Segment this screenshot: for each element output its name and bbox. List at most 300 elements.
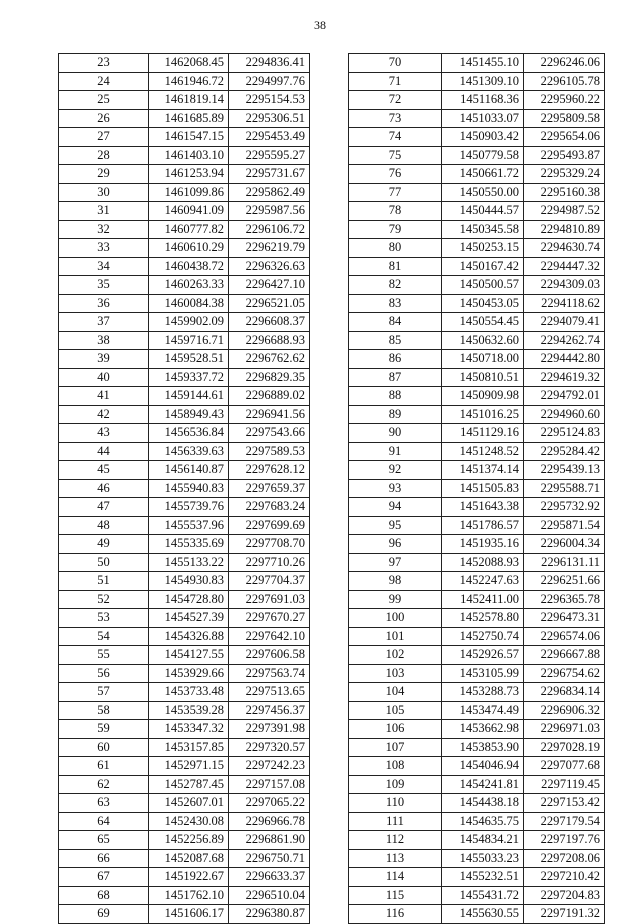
coordinates-table-left bbox=[58, 53, 310, 924]
x-coordinate-cell: 1452578.80 bbox=[442, 609, 524, 628]
x-coordinate-cell: 1452926.57 bbox=[442, 646, 524, 665]
point-number-cell: 113 bbox=[349, 849, 442, 868]
point-number-cell: 68 bbox=[59, 886, 149, 905]
y-coordinate-cell: 2294447.32 bbox=[524, 257, 605, 276]
point-number-cell: 91 bbox=[349, 442, 442, 461]
point-number-cell: 70 bbox=[349, 54, 442, 73]
point-number-cell: 28 bbox=[59, 146, 149, 165]
x-coordinate-cell: 1450444.57 bbox=[442, 202, 524, 221]
point-number-cell: 112 bbox=[349, 831, 442, 850]
y-coordinate-cell: 2297710.26 bbox=[229, 553, 310, 572]
x-coordinate-cell: 1452087.68 bbox=[149, 849, 229, 868]
point-number-cell: 38 bbox=[59, 331, 149, 350]
table-row bbox=[349, 683, 605, 702]
point-number-cell: 69 bbox=[59, 905, 149, 924]
y-coordinate-cell: 2296966.78 bbox=[229, 812, 310, 831]
y-coordinate-cell: 2296754.62 bbox=[524, 664, 605, 683]
x-coordinate-cell: 1450779.58 bbox=[442, 146, 524, 165]
point-number-cell: 60 bbox=[59, 738, 149, 757]
x-coordinate-cell: 1454241.81 bbox=[442, 775, 524, 794]
point-number-cell: 74 bbox=[349, 128, 442, 147]
y-coordinate-cell: 2295654.06 bbox=[524, 128, 605, 147]
table-row bbox=[349, 109, 605, 128]
y-coordinate-cell: 2297179.54 bbox=[524, 812, 605, 831]
table-row bbox=[59, 146, 310, 165]
y-coordinate-cell: 2294619.32 bbox=[524, 368, 605, 387]
table-row bbox=[59, 646, 310, 665]
y-coordinate-cell: 2295329.24 bbox=[524, 165, 605, 184]
point-number-cell: 54 bbox=[59, 627, 149, 646]
table-row bbox=[59, 220, 310, 239]
point-number-cell: 63 bbox=[59, 794, 149, 813]
point-number-cell: 51 bbox=[59, 572, 149, 591]
x-coordinate-cell: 1459902.09 bbox=[149, 313, 229, 332]
point-number-cell: 79 bbox=[349, 220, 442, 239]
y-coordinate-cell: 2297704.37 bbox=[229, 572, 310, 591]
table-row bbox=[59, 590, 310, 609]
point-number-cell: 42 bbox=[59, 405, 149, 424]
table-row bbox=[349, 775, 605, 794]
y-coordinate-cell: 2296219.79 bbox=[229, 239, 310, 258]
x-coordinate-cell: 1459144.61 bbox=[149, 387, 229, 406]
table-row bbox=[349, 553, 605, 572]
x-coordinate-cell: 1452088.93 bbox=[442, 553, 524, 572]
x-coordinate-cell: 1451762.10 bbox=[149, 886, 229, 905]
point-number-cell: 37 bbox=[59, 313, 149, 332]
table-row bbox=[59, 183, 310, 202]
y-coordinate-cell: 2295493.87 bbox=[524, 146, 605, 165]
table-row bbox=[349, 72, 605, 91]
y-coordinate-cell: 2295453.49 bbox=[229, 128, 310, 147]
table-row bbox=[59, 368, 310, 387]
y-coordinate-cell: 2295160.38 bbox=[524, 183, 605, 202]
table-row bbox=[349, 257, 605, 276]
x-coordinate-cell: 1453662.98 bbox=[442, 720, 524, 739]
y-coordinate-cell: 2295732.92 bbox=[524, 498, 605, 517]
x-coordinate-cell: 1456536.84 bbox=[149, 424, 229, 443]
y-coordinate-cell: 2297683.24 bbox=[229, 498, 310, 517]
table-row bbox=[349, 442, 605, 461]
point-number-cell: 23 bbox=[59, 54, 149, 73]
point-number-cell: 52 bbox=[59, 590, 149, 609]
table-row bbox=[349, 313, 605, 332]
y-coordinate-cell: 2297606.58 bbox=[229, 646, 310, 665]
table-row bbox=[59, 294, 310, 313]
y-coordinate-cell: 2294262.74 bbox=[524, 331, 605, 350]
point-number-cell: 86 bbox=[349, 350, 442, 369]
x-coordinate-cell: 1456140.87 bbox=[149, 461, 229, 480]
x-coordinate-cell: 1455033.23 bbox=[442, 849, 524, 868]
x-coordinate-cell: 1450550.00 bbox=[442, 183, 524, 202]
point-number-cell: 75 bbox=[349, 146, 442, 165]
table-row bbox=[349, 720, 605, 739]
x-coordinate-cell: 1456339.63 bbox=[149, 442, 229, 461]
point-number-cell: 102 bbox=[349, 646, 442, 665]
table-row bbox=[59, 535, 310, 554]
x-coordinate-cell: 1450810.51 bbox=[442, 368, 524, 387]
point-number-cell: 57 bbox=[59, 683, 149, 702]
table-row bbox=[59, 331, 310, 350]
x-coordinate-cell: 1454834.21 bbox=[442, 831, 524, 850]
x-coordinate-cell: 1452256.89 bbox=[149, 831, 229, 850]
x-coordinate-cell: 1451016.25 bbox=[442, 405, 524, 424]
point-number-cell: 72 bbox=[349, 91, 442, 110]
table-row bbox=[59, 202, 310, 221]
y-coordinate-cell: 2296889.02 bbox=[229, 387, 310, 406]
x-coordinate-cell: 1460610.29 bbox=[149, 239, 229, 258]
x-coordinate-cell: 1453474.49 bbox=[442, 701, 524, 720]
x-coordinate-cell: 1450453.05 bbox=[442, 294, 524, 313]
y-coordinate-cell: 2295588.71 bbox=[524, 479, 605, 498]
point-number-cell: 39 bbox=[59, 350, 149, 369]
point-number-cell: 98 bbox=[349, 572, 442, 591]
x-coordinate-cell: 1455431.72 bbox=[442, 886, 524, 905]
table-row bbox=[349, 165, 605, 184]
point-number-cell: 108 bbox=[349, 757, 442, 776]
table-row bbox=[59, 775, 310, 794]
table-row bbox=[59, 664, 310, 683]
table-row bbox=[59, 572, 310, 591]
point-number-cell: 47 bbox=[59, 498, 149, 517]
point-number-cell: 33 bbox=[59, 239, 149, 258]
point-number-cell: 99 bbox=[349, 590, 442, 609]
table-row bbox=[59, 313, 310, 332]
x-coordinate-cell: 1450253.15 bbox=[442, 239, 524, 258]
y-coordinate-cell: 2296251.66 bbox=[524, 572, 605, 591]
x-coordinate-cell: 1461403.10 bbox=[149, 146, 229, 165]
x-coordinate-cell: 1452750.74 bbox=[442, 627, 524, 646]
table-row bbox=[349, 294, 605, 313]
y-coordinate-cell: 2296971.03 bbox=[524, 720, 605, 739]
table-row bbox=[59, 239, 310, 258]
point-number-cell: 35 bbox=[59, 276, 149, 295]
x-coordinate-cell: 1460263.33 bbox=[149, 276, 229, 295]
point-number-cell: 87 bbox=[349, 368, 442, 387]
table-row bbox=[59, 257, 310, 276]
table-row bbox=[349, 498, 605, 517]
y-coordinate-cell: 2297208.06 bbox=[524, 849, 605, 868]
table-row bbox=[349, 905, 605, 924]
point-number-cell: 109 bbox=[349, 775, 442, 794]
point-number-cell: 41 bbox=[59, 387, 149, 406]
x-coordinate-cell: 1455133.22 bbox=[149, 553, 229, 572]
y-coordinate-cell: 2297563.74 bbox=[229, 664, 310, 683]
point-number-cell: 107 bbox=[349, 738, 442, 757]
x-coordinate-cell: 1453347.32 bbox=[149, 720, 229, 739]
x-coordinate-cell: 1451309.10 bbox=[442, 72, 524, 91]
y-coordinate-cell: 2297242.23 bbox=[229, 757, 310, 776]
point-number-cell: 100 bbox=[349, 609, 442, 628]
x-coordinate-cell: 1453105.99 bbox=[442, 664, 524, 683]
coordinates-table-right bbox=[348, 53, 605, 924]
point-number-cell: 67 bbox=[59, 868, 149, 887]
x-coordinate-cell: 1459337.72 bbox=[149, 368, 229, 387]
table-row bbox=[349, 664, 605, 683]
table-row bbox=[349, 276, 605, 295]
point-number-cell: 53 bbox=[59, 609, 149, 628]
y-coordinate-cell: 2297391.98 bbox=[229, 720, 310, 739]
x-coordinate-cell: 1455940.83 bbox=[149, 479, 229, 498]
x-coordinate-cell: 1461099.86 bbox=[149, 183, 229, 202]
point-number-cell: 71 bbox=[349, 72, 442, 91]
x-coordinate-cell: 1461819.14 bbox=[149, 91, 229, 110]
x-coordinate-cell: 1451455.10 bbox=[442, 54, 524, 73]
table-row bbox=[349, 794, 605, 813]
point-number-cell: 55 bbox=[59, 646, 149, 665]
x-coordinate-cell: 1461685.89 bbox=[149, 109, 229, 128]
point-number-cell: 89 bbox=[349, 405, 442, 424]
point-number-cell: 45 bbox=[59, 461, 149, 480]
table-row bbox=[59, 627, 310, 646]
point-number-cell: 25 bbox=[59, 91, 149, 110]
y-coordinate-cell: 2297191.32 bbox=[524, 905, 605, 924]
y-coordinate-cell: 2296608.37 bbox=[229, 313, 310, 332]
table-row bbox=[349, 350, 605, 369]
x-coordinate-cell: 1459528.51 bbox=[149, 350, 229, 369]
point-number-cell: 105 bbox=[349, 701, 442, 720]
y-coordinate-cell: 2297708.70 bbox=[229, 535, 310, 554]
table-row bbox=[349, 849, 605, 868]
y-coordinate-cell: 2294309.03 bbox=[524, 276, 605, 295]
table-row bbox=[59, 91, 310, 110]
x-coordinate-cell: 1450661.72 bbox=[442, 165, 524, 184]
point-number-cell: 80 bbox=[349, 239, 442, 258]
y-coordinate-cell: 2295960.22 bbox=[524, 91, 605, 110]
x-coordinate-cell: 1452430.08 bbox=[149, 812, 229, 831]
table-row bbox=[349, 368, 605, 387]
y-coordinate-cell: 2297691.03 bbox=[229, 590, 310, 609]
point-number-cell: 46 bbox=[59, 479, 149, 498]
y-coordinate-cell: 2297642.10 bbox=[229, 627, 310, 646]
y-coordinate-cell: 2294118.62 bbox=[524, 294, 605, 313]
y-coordinate-cell: 2297513.65 bbox=[229, 683, 310, 702]
y-coordinate-cell: 2295306.51 bbox=[229, 109, 310, 128]
point-number-cell: 115 bbox=[349, 886, 442, 905]
y-coordinate-cell: 2297699.69 bbox=[229, 516, 310, 535]
y-coordinate-cell: 2296906.32 bbox=[524, 701, 605, 720]
table-row bbox=[59, 165, 310, 184]
y-coordinate-cell: 2295124.83 bbox=[524, 424, 605, 443]
x-coordinate-cell: 1453929.66 bbox=[149, 664, 229, 683]
y-coordinate-cell: 2294997.76 bbox=[229, 72, 310, 91]
x-coordinate-cell: 1451786.57 bbox=[442, 516, 524, 535]
y-coordinate-cell: 2296004.34 bbox=[524, 535, 605, 554]
table-row bbox=[349, 609, 605, 628]
y-coordinate-cell: 2296521.05 bbox=[229, 294, 310, 313]
point-number-cell: 110 bbox=[349, 794, 442, 813]
y-coordinate-cell: 2296326.63 bbox=[229, 257, 310, 276]
x-coordinate-cell: 1461547.15 bbox=[149, 128, 229, 147]
point-number-cell: 93 bbox=[349, 479, 442, 498]
point-number-cell: 95 bbox=[349, 516, 442, 535]
table-row bbox=[59, 424, 310, 443]
x-coordinate-cell: 1451129.16 bbox=[442, 424, 524, 443]
point-number-cell: 94 bbox=[349, 498, 442, 517]
y-coordinate-cell: 2295862.49 bbox=[229, 183, 310, 202]
table-row bbox=[349, 757, 605, 776]
y-coordinate-cell: 2296834.14 bbox=[524, 683, 605, 702]
point-number-cell: 96 bbox=[349, 535, 442, 554]
point-number-cell: 97 bbox=[349, 553, 442, 572]
y-coordinate-cell: 2297119.45 bbox=[524, 775, 605, 794]
x-coordinate-cell: 1454930.83 bbox=[149, 572, 229, 591]
x-coordinate-cell: 1458949.43 bbox=[149, 405, 229, 424]
x-coordinate-cell: 1454438.18 bbox=[442, 794, 524, 813]
table-row bbox=[59, 516, 310, 535]
point-number-cell: 92 bbox=[349, 461, 442, 480]
x-coordinate-cell: 1454127.55 bbox=[149, 646, 229, 665]
y-coordinate-cell: 2296106.72 bbox=[229, 220, 310, 239]
y-coordinate-cell: 2296105.78 bbox=[524, 72, 605, 91]
x-coordinate-cell: 1455630.55 bbox=[442, 905, 524, 924]
table-row bbox=[349, 128, 605, 147]
table-row bbox=[349, 590, 605, 609]
y-coordinate-cell: 2296365.78 bbox=[524, 590, 605, 609]
y-coordinate-cell: 2297153.42 bbox=[524, 794, 605, 813]
x-coordinate-cell: 1452411.00 bbox=[442, 590, 524, 609]
y-coordinate-cell: 2296131.11 bbox=[524, 553, 605, 572]
y-coordinate-cell: 2297065.22 bbox=[229, 794, 310, 813]
point-number-cell: 104 bbox=[349, 683, 442, 702]
point-number-cell: 31 bbox=[59, 202, 149, 221]
x-coordinate-cell: 1451606.17 bbox=[149, 905, 229, 924]
y-coordinate-cell: 2294442.80 bbox=[524, 350, 605, 369]
table-row bbox=[349, 239, 605, 258]
x-coordinate-cell: 1451248.52 bbox=[442, 442, 524, 461]
y-coordinate-cell: 2294960.60 bbox=[524, 405, 605, 424]
y-coordinate-cell: 2297210.42 bbox=[524, 868, 605, 887]
point-number-cell: 111 bbox=[349, 812, 442, 831]
x-coordinate-cell: 1452247.63 bbox=[442, 572, 524, 591]
point-number-cell: 43 bbox=[59, 424, 149, 443]
x-coordinate-cell: 1450718.00 bbox=[442, 350, 524, 369]
table-row bbox=[349, 479, 605, 498]
point-number-cell: 85 bbox=[349, 331, 442, 350]
y-coordinate-cell: 2295284.42 bbox=[524, 442, 605, 461]
table-row bbox=[59, 831, 310, 850]
point-number-cell: 56 bbox=[59, 664, 149, 683]
y-coordinate-cell: 2297157.08 bbox=[229, 775, 310, 794]
table-row bbox=[59, 757, 310, 776]
table-row bbox=[349, 812, 605, 831]
table-row bbox=[59, 720, 310, 739]
point-number-cell: 27 bbox=[59, 128, 149, 147]
y-coordinate-cell: 2296246.06 bbox=[524, 54, 605, 73]
y-coordinate-cell: 2297628.12 bbox=[229, 461, 310, 480]
y-coordinate-cell: 2296941.56 bbox=[229, 405, 310, 424]
point-number-cell: 49 bbox=[59, 535, 149, 554]
x-coordinate-cell: 1452787.45 bbox=[149, 775, 229, 794]
y-coordinate-cell: 2297077.68 bbox=[524, 757, 605, 776]
table-row bbox=[349, 738, 605, 757]
y-coordinate-cell: 2296688.93 bbox=[229, 331, 310, 350]
point-number-cell: 65 bbox=[59, 831, 149, 850]
y-coordinate-cell: 2294792.01 bbox=[524, 387, 605, 406]
table-row bbox=[349, 54, 605, 73]
table-row bbox=[59, 498, 310, 517]
table-row bbox=[349, 516, 605, 535]
x-coordinate-cell: 1450632.60 bbox=[442, 331, 524, 350]
point-number-cell: 103 bbox=[349, 664, 442, 683]
point-number-cell: 44 bbox=[59, 442, 149, 461]
y-coordinate-cell: 2297197.76 bbox=[524, 831, 605, 850]
x-coordinate-cell: 1450903.42 bbox=[442, 128, 524, 147]
y-coordinate-cell: 2294630.74 bbox=[524, 239, 605, 258]
table-row bbox=[349, 701, 605, 720]
point-number-cell: 90 bbox=[349, 424, 442, 443]
y-coordinate-cell: 2296473.31 bbox=[524, 609, 605, 628]
x-coordinate-cell: 1459716.71 bbox=[149, 331, 229, 350]
y-coordinate-cell: 2294810.89 bbox=[524, 220, 605, 239]
y-coordinate-cell: 2295154.53 bbox=[229, 91, 310, 110]
table-row bbox=[349, 831, 605, 850]
x-coordinate-cell: 1451922.67 bbox=[149, 868, 229, 887]
table-row bbox=[59, 609, 310, 628]
table-row bbox=[59, 276, 310, 295]
table-row bbox=[349, 202, 605, 221]
point-number-cell: 32 bbox=[59, 220, 149, 239]
table-row bbox=[349, 331, 605, 350]
point-number-cell: 78 bbox=[349, 202, 442, 221]
point-number-cell: 59 bbox=[59, 720, 149, 739]
x-coordinate-cell: 1450345.58 bbox=[442, 220, 524, 239]
y-coordinate-cell: 2294987.52 bbox=[524, 202, 605, 221]
y-coordinate-cell: 2295871.54 bbox=[524, 516, 605, 535]
table-row bbox=[349, 220, 605, 239]
table-row bbox=[349, 424, 605, 443]
x-coordinate-cell: 1454326.88 bbox=[149, 627, 229, 646]
point-number-cell: 36 bbox=[59, 294, 149, 313]
y-coordinate-cell: 2296750.71 bbox=[229, 849, 310, 868]
x-coordinate-cell: 1453733.48 bbox=[149, 683, 229, 702]
table-row bbox=[59, 886, 310, 905]
y-coordinate-cell: 2295809.58 bbox=[524, 109, 605, 128]
x-coordinate-cell: 1451168.36 bbox=[442, 91, 524, 110]
table-row bbox=[59, 553, 310, 572]
table-row bbox=[59, 109, 310, 128]
point-number-cell: 40 bbox=[59, 368, 149, 387]
table-row bbox=[59, 461, 310, 480]
table-row bbox=[349, 572, 605, 591]
table-row bbox=[59, 812, 310, 831]
point-number-cell: 62 bbox=[59, 775, 149, 794]
y-coordinate-cell: 2297028.19 bbox=[524, 738, 605, 757]
y-coordinate-cell: 2296861.90 bbox=[229, 831, 310, 850]
y-coordinate-cell: 2295987.56 bbox=[229, 202, 310, 221]
table-row bbox=[59, 54, 310, 73]
table-row bbox=[349, 146, 605, 165]
x-coordinate-cell: 1454046.94 bbox=[442, 757, 524, 776]
point-number-cell: 30 bbox=[59, 183, 149, 202]
x-coordinate-cell: 1461946.72 bbox=[149, 72, 229, 91]
table-row bbox=[59, 128, 310, 147]
table-row bbox=[59, 683, 310, 702]
x-coordinate-cell: 1454527.39 bbox=[149, 609, 229, 628]
x-coordinate-cell: 1455739.76 bbox=[149, 498, 229, 517]
x-coordinate-cell: 1454728.80 bbox=[149, 590, 229, 609]
y-coordinate-cell: 2296829.35 bbox=[229, 368, 310, 387]
x-coordinate-cell: 1451643.38 bbox=[442, 498, 524, 517]
x-coordinate-cell: 1452971.15 bbox=[149, 757, 229, 776]
point-number-cell: 24 bbox=[59, 72, 149, 91]
x-coordinate-cell: 1451505.83 bbox=[442, 479, 524, 498]
point-number-cell: 114 bbox=[349, 868, 442, 887]
x-coordinate-cell: 1460084.38 bbox=[149, 294, 229, 313]
x-coordinate-cell: 1453539.28 bbox=[149, 701, 229, 720]
y-coordinate-cell: 2297456.37 bbox=[229, 701, 310, 720]
x-coordinate-cell: 1450554.45 bbox=[442, 313, 524, 332]
table-row bbox=[349, 461, 605, 480]
